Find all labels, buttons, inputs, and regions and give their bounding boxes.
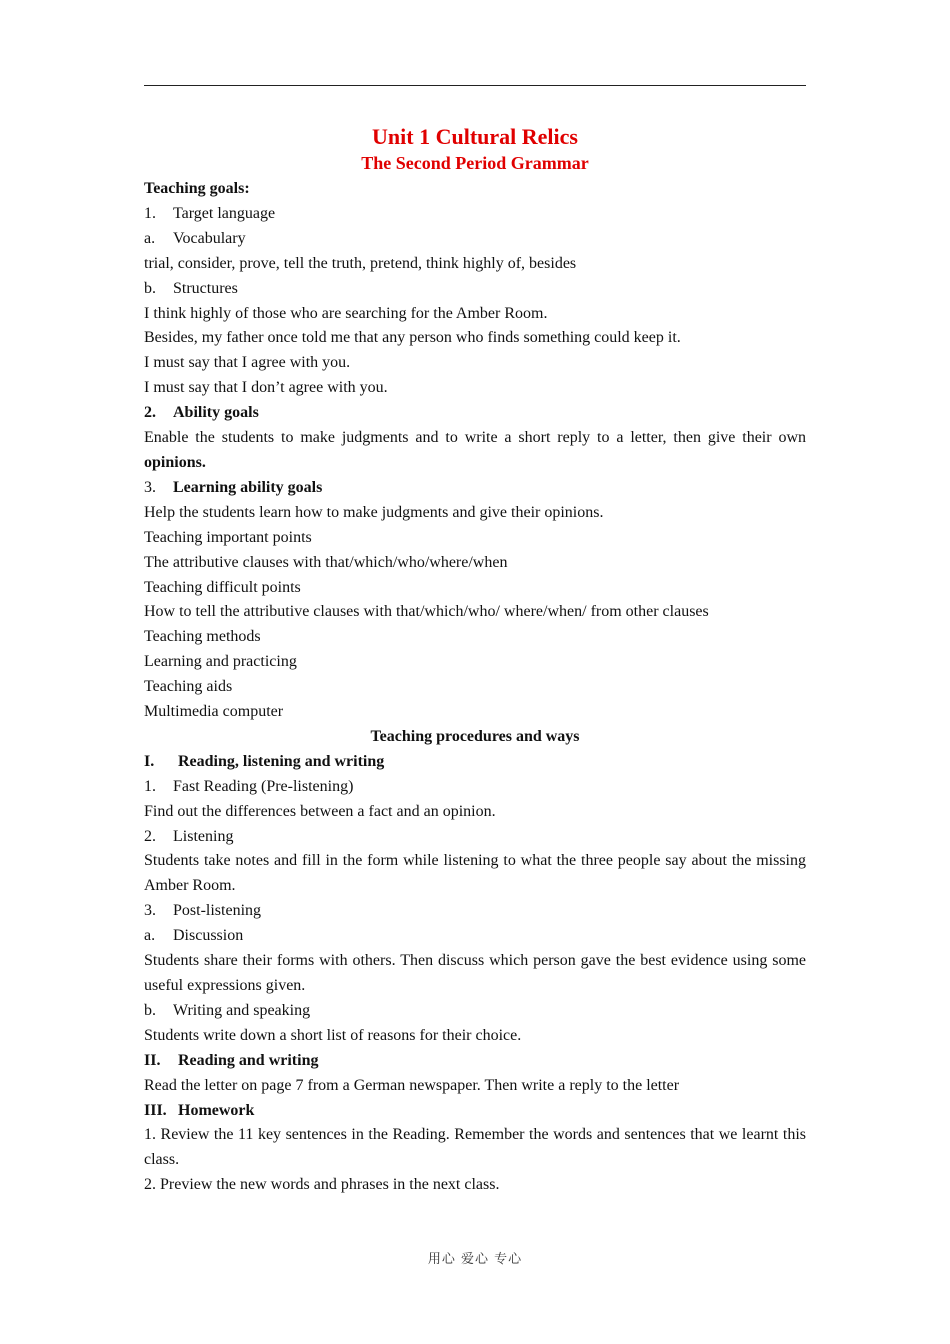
page-subtitle: The Second Period Grammar bbox=[361, 153, 589, 173]
list-text: Structures bbox=[173, 279, 238, 297]
list-number: a. bbox=[144, 229, 156, 247]
list-number: 3. bbox=[144, 478, 156, 496]
step-1-1-text: Find out the differences between a fact and an opinion. bbox=[144, 802, 496, 820]
section-number: I. bbox=[144, 752, 155, 770]
section-1-heading bbox=[144, 750, 806, 775]
goal-1 bbox=[144, 202, 806, 227]
list-number: 1. bbox=[144, 777, 156, 795]
list-text: Ability goals bbox=[173, 404, 259, 422]
goal-1a bbox=[144, 227, 806, 252]
section-title: Reading and writing bbox=[178, 1051, 319, 1069]
step-1-3a bbox=[144, 924, 806, 949]
section-number: II. bbox=[144, 1051, 161, 1069]
homework-item-2: 2. Preview the new words and phrases in the next class. bbox=[144, 1176, 500, 1194]
goal-3 bbox=[144, 476, 806, 501]
list-number: a. bbox=[144, 927, 156, 945]
list-text: Target language bbox=[173, 204, 276, 222]
ability-goals-text bbox=[144, 426, 806, 476]
section-3-heading bbox=[144, 1099, 806, 1124]
homework-item-1: 1. Review the 11 key sentences in the Reading. Remember the words and sentences that we learnt this class. bbox=[144, 1126, 806, 1169]
section-title: Reading, listening and writing bbox=[178, 752, 385, 770]
list-number: b. bbox=[144, 1001, 156, 1019]
list-text: Writing and speaking bbox=[173, 1001, 311, 1019]
page-footer: 用心 爱心 专心 bbox=[427, 1252, 523, 1267]
vocabulary-text: trial, consider, prove, tell the truth, pretend, think highly of, besides bbox=[144, 254, 577, 272]
step-1-2 bbox=[144, 825, 806, 850]
learning-ability-text: Help the students learn how to make judgments and give their opinions. bbox=[144, 503, 604, 521]
list-text: Listening bbox=[173, 827, 234, 845]
step-1-1 bbox=[144, 775, 806, 800]
list-number: 1. bbox=[144, 204, 156, 222]
step-1-2-text: Students take notes and fill in the form while listening to what the three people say about the missing Amber Room. bbox=[144, 852, 806, 895]
list-number: b. bbox=[144, 279, 156, 297]
page-title: Unit 1 Cultural Relics bbox=[372, 124, 578, 149]
difficult-points-text: How to tell the attributive clauses with that/which/who/ where/when/ from other clauses bbox=[144, 603, 709, 621]
section-number: III. bbox=[144, 1101, 167, 1119]
ability-text-end: opinions. bbox=[144, 453, 206, 471]
section-2-text: Read the letter on page 7 from a German newspaper. Then write a reply to the letter bbox=[144, 1076, 680, 1094]
list-text: Discussion bbox=[173, 927, 244, 945]
step-1-3a-text: Students share their forms with others. Then discuss which person gave the best evidence using some useful expressions given. bbox=[144, 952, 806, 994]
list-number: 2. bbox=[144, 827, 156, 845]
structure-line: I must say that I agree with you. bbox=[144, 354, 351, 372]
list-text: Fast Reading (Pre-listening) bbox=[173, 777, 354, 795]
procedures-heading: Teaching procedures and ways bbox=[370, 727, 580, 745]
aids-heading: Teaching aids bbox=[144, 678, 233, 696]
structure-line: I must say that I don’t agree with you. bbox=[144, 379, 388, 397]
important-points-text: The attributive clauses with that/which/who/where/when bbox=[144, 553, 508, 571]
step-1-3 bbox=[144, 899, 806, 924]
list-text: Learning ability goals bbox=[173, 478, 323, 496]
methods-heading: Teaching methods bbox=[144, 628, 261, 646]
goal-1b bbox=[144, 277, 806, 302]
ability-text: Enable the students to make judgments and to write a short reply to a letter, then give their own bbox=[144, 429, 806, 447]
difficult-points-heading: Teaching difficult points bbox=[144, 578, 301, 596]
list-text: Vocabulary bbox=[173, 229, 246, 247]
important-points-heading: Teaching important points bbox=[144, 528, 312, 546]
list-text: Post-listening bbox=[173, 902, 262, 920]
goal-2 bbox=[144, 401, 806, 426]
step-1-3b-text: Students write down a short list of reasons for their choice. bbox=[144, 1026, 522, 1044]
header-rule bbox=[144, 85, 806, 86]
section-2-heading bbox=[144, 1049, 806, 1074]
list-number: 2. bbox=[144, 404, 156, 422]
structure-line: I think highly of those who are searching for the Amber Room. bbox=[144, 304, 548, 322]
document-body bbox=[144, 123, 806, 1198]
aids-text: Multimedia computer bbox=[144, 703, 284, 721]
methods-text: Learning and practicing bbox=[144, 653, 297, 671]
list-number: 3. bbox=[144, 902, 156, 920]
teaching-goals-heading: Teaching goals: bbox=[144, 180, 250, 197]
section-title: Homework bbox=[178, 1101, 255, 1119]
structure-line: Besides, my father once told me that any person who finds something could keep it. bbox=[144, 329, 681, 347]
step-1-3b bbox=[144, 999, 806, 1024]
